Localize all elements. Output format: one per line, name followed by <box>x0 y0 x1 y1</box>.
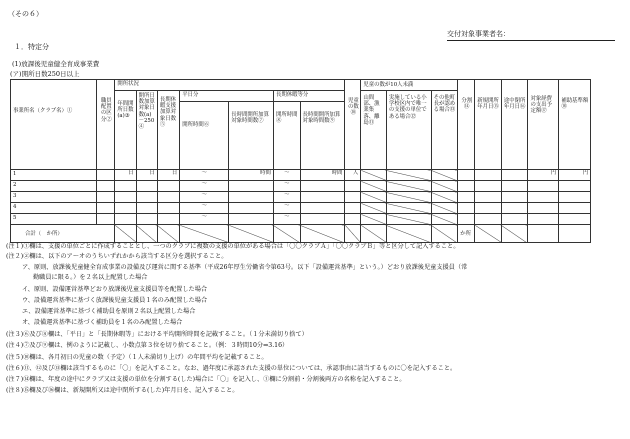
unit-label: 日 <box>136 170 157 181</box>
note-1: (注１)①欄は、支援の単位ごとに作成することとし、一つのクラブに複数の支援の単位がある場合は「〇〇クラブＡ」「〇〇クラブＢ」等と区分して記入すること。 <box>6 243 460 250</box>
row-number: 5 <box>11 214 97 225</box>
unit-label: ～ <box>273 181 300 192</box>
row-number: 2 <box>11 181 97 192</box>
note-2d: エ、設備運営基準に基づく補助員を原則２名以上配置した場合 <box>22 308 196 315</box>
application-table <box>10 79 618 243</box>
note-8: (注８)⑮欄及び⑯欄は、新規開所又は途中閉所する(した)年月日を、記入すること。 <box>6 387 239 394</box>
col-break-long-header: 長時間開所加算対象時間数⑨ <box>300 102 345 170</box>
group-longbreak-header: 長期休暇等分 <box>273 91 344 102</box>
row-number: 1 <box>11 170 97 181</box>
note-2a: ア、原則、放課後児童健全育成事業の設備及び運営に関する基準（平成26年厚生労働省令第63号。以下「設備運営基準」という。）どおり放課後児童支援員（常 <box>22 264 468 271</box>
group-kaisho-header: 開所状況 <box>115 80 345 91</box>
recipient-underline <box>447 40 615 41</box>
unit-label: ～ <box>180 214 229 225</box>
note-2b: イ、原則、設備運営基準どおり放課後児童支援員等を配置した場合 <box>22 286 208 293</box>
row-number: 4 <box>11 203 97 214</box>
col-close-header: 途中閉所年月日⑯ <box>501 80 528 170</box>
col-weekday-long-header: 長時間開所加算対象時間数⑦ <box>229 102 274 170</box>
col-mountain-header: 山間部、漁業集落、離島⑪ <box>361 91 387 170</box>
note-2a-cont: 勤職員に限る。）を２名以上配置した場合 <box>33 274 148 281</box>
row-number: 3 <box>11 192 97 203</box>
col-weekday-hours-header: 開所時間⑥ <box>180 102 229 170</box>
unit-label: ～ <box>273 214 300 225</box>
unit-label: ～ <box>180 170 229 181</box>
note-2e: オ、設備運営基準に基づく補助員を１名のみ配置した場合 <box>22 319 183 326</box>
note-5: (注５)⑩欄は、各月初日の児童の数（予定）（１人未満切り上げ）の年間平均を記載すること。 <box>6 354 268 361</box>
note-2: (注２)②欄は、以下のア～オのうちいずれかから該当する区分を選択すること。 <box>6 253 228 260</box>
unit-label: 時間 <box>229 170 274 181</box>
unit-label: ～ <box>180 192 229 203</box>
col-children-header: 児童の数⑩ <box>345 80 361 170</box>
col-days-header: 年間開所日数(a)③ <box>115 91 136 170</box>
total-ka-label: か所 <box>458 225 475 243</box>
col-longbreak-header: 長期休暇支援加算対象日数⑤ <box>157 91 179 170</box>
group-weekday-header: 平日分 <box>180 91 274 102</box>
unit-label: 円 <box>528 170 559 181</box>
total-label: 合計（ か所） <box>11 225 115 243</box>
col-split-header: 分割⑭ <box>458 80 475 170</box>
section-title: １．特定分 <box>14 43 49 51</box>
table-row <box>11 214 618 225</box>
unit-label: 日 <box>157 170 179 181</box>
table-row <box>11 181 618 192</box>
unit-label: ～ <box>180 181 229 192</box>
col-newopen-header: 新規開所年月日⑮ <box>475 80 502 170</box>
unit-label: 日 <box>115 170 136 181</box>
subsection-subtitle: (ア)開所日数250日以上 <box>10 70 80 78</box>
col-unique-header: 実施している小学校区内で唯一の支援の単位である場合⑫ <box>386 91 431 170</box>
col-adddays-header: 開所日数加算対象日数(a)－250④ <box>136 91 157 170</box>
unit-label: ～ <box>273 192 300 203</box>
note-3: (注３)⑥及び⑧欄は、「平日」と「長期休暇等」における平均開所時間を記載すること。（１分未満切り捨て） <box>6 331 308 338</box>
subsection-title: (1)放課後児童健全育成事業費 <box>12 60 100 68</box>
unit-label: ～ <box>273 170 300 181</box>
col-break-hours-header: 開所時間⑧ <box>273 102 300 170</box>
note-6: (注６)⑪、⑫及び⑬欄は該当するものに「〇」を記入すること。なお、過年度に承認された支援の単位については、承認事由に該当するものに〇を記入すること。 <box>6 365 457 372</box>
col-expense-header: 対象経費の支出予定額⑰ <box>528 80 559 170</box>
table-row <box>11 192 618 203</box>
col-other-header: その他町長が認める場合⑬ <box>431 91 458 170</box>
table-row <box>11 203 618 214</box>
note-4: (注４)⑦及び⑨欄は、例のように記載し、小数点第３位を切り捨てること。（例：３時間10分⇒3.16） <box>6 342 289 349</box>
note-2c: ウ、設備運営基準に基づく放課後児童支援員１名のみ配置した場合 <box>22 297 208 304</box>
unit-label: 時間 <box>300 170 345 181</box>
col-standard-header: 補助基準額⑱ <box>559 80 591 170</box>
unit-label: ～ <box>273 203 300 214</box>
total-row <box>11 225 618 243</box>
unit-label: 円 <box>559 170 591 181</box>
recipient-label: 交付対象事業者名： <box>447 30 510 38</box>
page-label: （その６） <box>8 10 43 18</box>
unit-label: 人 <box>345 170 361 181</box>
col-clubname-header: 事業所名（クラブ名）① <box>11 80 97 170</box>
group-children10-header: 児童の数が10人未満 <box>361 80 458 91</box>
note-7: (注７)⑭欄は、年度の途中にクラブ又は支援の単位を分割する(した)場合に「〇」を記入し、①欄に分割前・分割後両方の名称を記入すること。 <box>6 376 406 383</box>
unit-label: ～ <box>180 203 229 214</box>
col-staff-header: 職員配置の区分② <box>97 80 115 170</box>
table-row <box>11 170 618 181</box>
